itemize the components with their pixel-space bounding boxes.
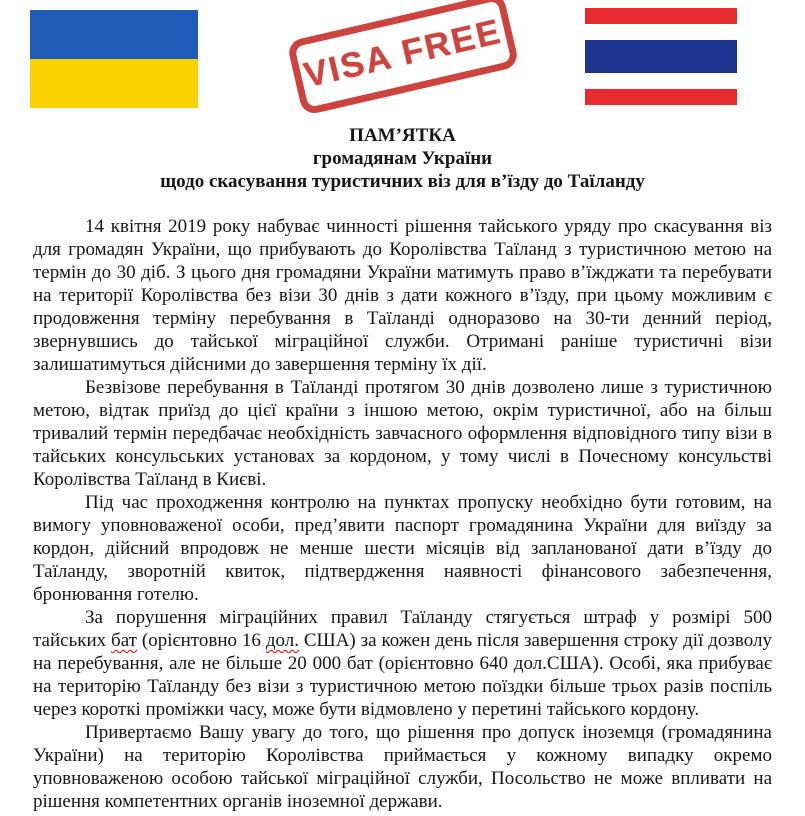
- thailand-flag-white-stripe-upper: [585, 24, 737, 40]
- thailand-flag-blue-stripe: [585, 40, 737, 72]
- ukraine-flag-yellow-stripe: [30, 59, 198, 108]
- thailand-flag-red-stripe-bottom: [585, 89, 737, 105]
- document-body: [33, 215, 772, 813]
- paragraph: [33, 215, 772, 376]
- paragraph-text: США) за кожен день після завершення строку дії дозволу на перебування, але не більше 20 000 бат (орієнтовно 640 дол.США). Особі, яка прибуває на територію Таїланду без візи з туристичною метою поїздки більше трьох разів поспіль через короткі проміжки часу, може бути відмовлено у перетині тайського кордону.: [33, 630, 773, 720]
- thailand-flag-icon: [585, 8, 737, 105]
- thailand-flag-red-stripe-top: [585, 8, 737, 24]
- misspelled-word: дол.: [265, 630, 299, 651]
- title-line-2: громадянам України: [312, 148, 493, 169]
- paragraph-text: (орієнтовно 16: [136, 630, 266, 651]
- document-header: [0, 0, 805, 118]
- paragraph: [33, 376, 772, 491]
- visa-free-stamp-text: VISA FREE: [300, 11, 506, 96]
- ukraine-flag-blue-stripe: [30, 10, 198, 59]
- paragraph-text: Привертаємо Вашу увагу до того, що рішення про допуск іноземця (громадянина України) на територію Королівства приймається у кожному випадку окремо уповноваженою особою тайської міграційної служби, Посольство не може впливати на рішення компетентних органів іноземної держави.: [33, 722, 772, 812]
- paragraph-text: За порушення міграційних правил Таїланду стягується штраф у розмірі 500 тайських: [33, 607, 772, 651]
- paragraph: [33, 721, 772, 813]
- title-line-1: ПАМ’ЯТКА: [349, 125, 456, 146]
- paragraph: [33, 491, 772, 606]
- paragraph-text: Безвізове перебування в Таїланді протягом 30 днів дозволено лише з туристичною метою, відтак приїзд до цієї країни з іншою метою, окрім туристичної, або на більш тривалий термін передбачає необхідність завчасного оформлення відповідного типу візи в тайських консульських установах за кордоном, у тому числі в Почесному консульстві Королівства Таїланд в Києві.: [33, 377, 772, 490]
- thailand-flag-white-stripe-lower: [585, 73, 737, 89]
- paragraph-text: 14 квітня 2019 року набуває чинності рішення тайського уряду про скасування віз для громадян України, що прибувають до Королівства Таїланд з туристичною метою на термін до 30 діб. З цього дня громадяни України матимуть право в’їжджати та перебувати на території Королівства без візи 30 днів з дати кожного в’їзду, при цьому можливим є продовження терміну перебування в Таїланді одноразово на 30-ти денний період, звернувшись до тайської міграційної служби. Отримані раніше туристичні візи залишатимуться дійсними до завершення терміну їх дії.: [33, 216, 772, 375]
- visa-free-stamp: [286, 0, 519, 116]
- title-line-3: щодо скасування туристичних віз для в’їзду до Таїланду: [160, 171, 645, 192]
- ukraine-flag-icon: [30, 10, 198, 108]
- misspelled-word: бат: [111, 630, 137, 651]
- document-title: [0, 124, 805, 193]
- paragraph: [33, 606, 772, 721]
- paragraph-text: Під час проходження контролю на пунктах пропуску необхідно бути готовим, на вимогу уповноваженої особи, пред’явити паспорт громадянина України для виїзду за кордон, дійсний впродовж не менше шести місяців від запланованої дати в’їзду до Таїланду, зворотній квиток, підтвердження наявності фінансового забезпечення, бронювання готелю.: [33, 492, 772, 605]
